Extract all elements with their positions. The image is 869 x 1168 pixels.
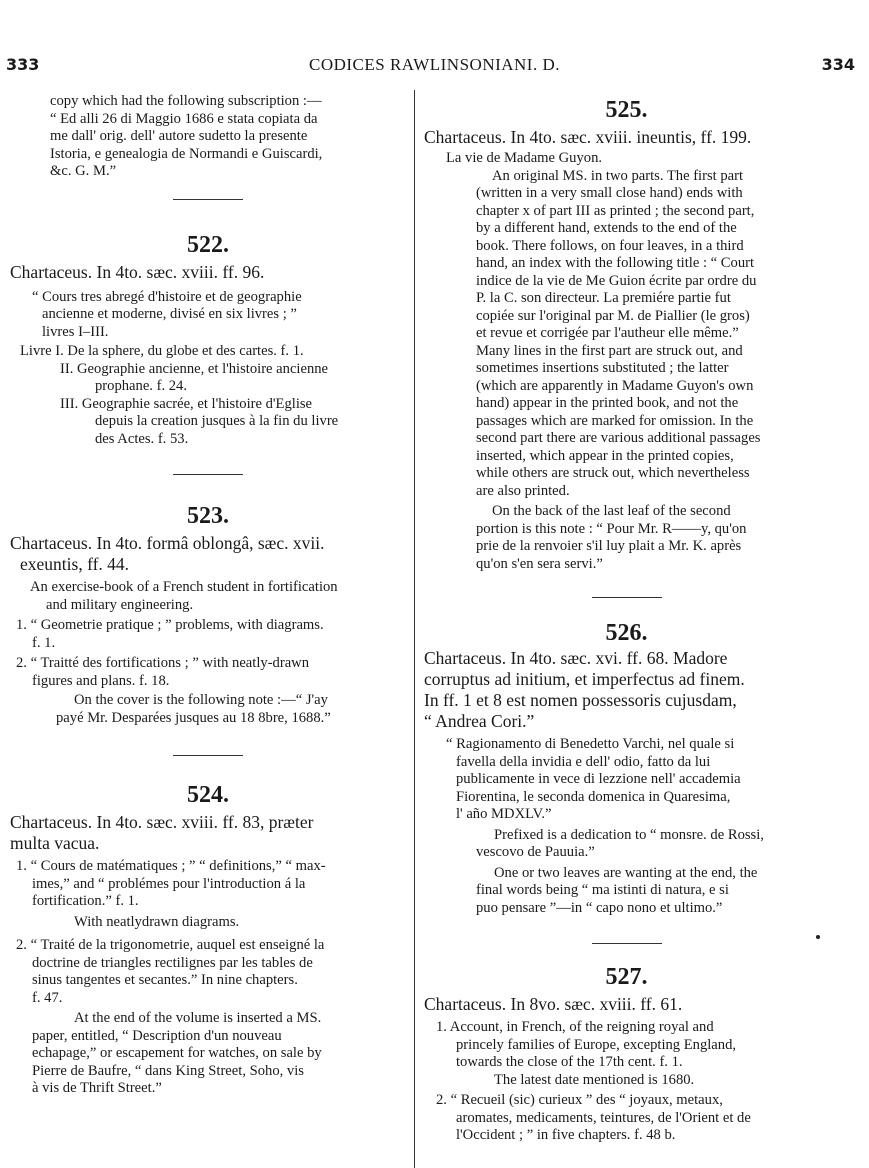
list-item: prophane. f. 24.: [95, 378, 187, 394]
text-line: paper, entitled, “ Description d'un nouveau: [32, 1027, 282, 1044]
text-line: figures and plans. f. 18.: [32, 672, 170, 689]
item-list: [10, 343, 406, 448]
list-item: 1. “ Geometrie pratique ; ” problems, with diagrams.: [16, 617, 324, 633]
list-item: 1. Account, in French, of the reigning royal and: [436, 1019, 714, 1035]
text-line: One or two leaves are wanting at the end, the: [494, 864, 758, 881]
text-line: “ Cours tres abregé d'histoire et de geographie: [32, 288, 302, 305]
text-line: Prefixed is a dedication to “ monsre. de Rossi,: [494, 826, 764, 843]
entry-description: In ff. 1 et 8 est nomen possessoris cujusdam,: [424, 690, 737, 710]
list-item: Livre I. De la sphere, du globe et des cartes. f. 1.: [20, 343, 304, 359]
entry-body: [424, 736, 829, 917]
running-title: CODICES RAWLINSONIANI. D.: [308, 55, 560, 74]
list-item: 2. “ Traitté des fortifications ; ” with neatly-drawn: [16, 655, 310, 671]
separator-rule: [173, 199, 243, 200]
text-line: On the cover is the following note :—“ J'ay: [74, 692, 328, 708]
entry-number-527: 527.: [605, 964, 648, 990]
text-line: book. There follows, on four leaves, in a third: [476, 237, 744, 254]
text-line: (written in a very small close hand) ends with: [476, 185, 743, 201]
separator-rule: [592, 597, 662, 598]
text-line: à vis de Thrift Street.”: [32, 1080, 162, 1096]
text-line: ancienne et moderne, divisé en six livres ; ”: [42, 306, 297, 322]
text-line: f. 1.: [32, 634, 56, 651]
text-line: copiée sur l'original par M. de Piallier (le gros): [476, 307, 750, 324]
text-line: An exercise-book of a French student in fortification: [30, 579, 338, 595]
text-line: f. 47.: [32, 989, 63, 1006]
entry-description: Chartaceus. In 4to. sæc. xviii. ff. 83, præter: [10, 812, 314, 832]
text-line: inserted, which appear in the printed copies,: [476, 447, 734, 464]
list-item: 2. “ Traité de la trigonometrie, auquel est enseigné la: [16, 937, 325, 953]
text-line: On the back of the last leaf of the second: [492, 503, 731, 519]
right-column: [424, 93, 829, 1145]
text-line: towards the close of the 17th cent. f. 1.: [456, 1054, 683, 1070]
text-line: Pierre de Baufre, “ dans King Street, Soho, vis: [32, 1062, 304, 1079]
text-line: prie de la renvoier s'il luy plait a Mr. K. après: [476, 538, 742, 554]
text-line: hand) appear in the printed book, and not the: [476, 395, 739, 411]
text-line: vescovo de Pauuia.”: [476, 844, 595, 860]
entry-body: [424, 1019, 829, 1145]
text-line: La vie de Madame Guyon.: [446, 150, 603, 166]
text-line: &c. G. M.”: [50, 163, 117, 179]
entry-description: Chartaceus. In 4to. formâ oblongâ, sæc. xvii.: [10, 533, 325, 553]
entry-description: exeuntis, ff. 44.: [20, 554, 130, 574]
text-line: and military engineering.: [46, 596, 194, 613]
text-line: The latest date mentioned is 1680.: [494, 1071, 695, 1088]
text-line: (which are apparently in Madame Guyon's own: [476, 377, 754, 394]
entry-number-525: 525.: [605, 97, 648, 123]
entry-description: Chartaceus. In 8vo. sæc. xviii. ff. 61.: [424, 994, 683, 1014]
page-number-left: 333: [6, 55, 40, 74]
list-item: II. Geographie ancienne, et l'histoire ancienne: [60, 360, 329, 377]
text-line: fortification.” f. 1.: [32, 893, 139, 909]
list-item: III. Geographie sacrée, et l'histoire d'Eglise: [60, 395, 313, 412]
text-line: me dall' orig. dell' autore sudetto la presente: [50, 128, 308, 144]
entry-body: [10, 858, 406, 1098]
text-line: qu'on s'en sera servi.”: [476, 555, 603, 572]
entry-description: Chartaceus. In 4to. sæc. xvi. ff. 68. Madore: [424, 648, 728, 668]
text-line: princely families of Europe, excepting England,: [456, 1036, 737, 1053]
entry-description: corruptus ad initium, et imperfectus ad finem.: [424, 669, 745, 689]
text-line: chapter x of part III as printed ; the second part,: [476, 202, 755, 219]
text-line: l'Occident ; ” in five chapters. f. 48 b.: [456, 1127, 676, 1143]
text-line: by a different hand, extends to the end of the: [476, 220, 737, 236]
text-line: indice de la vie de Me Guion écrite par ordre du: [476, 272, 757, 289]
text-line: sometimes insertions substituted ; the latter: [476, 360, 729, 376]
text-line: Fiorentina, le seconda domenica in Quaresima,: [456, 788, 731, 805]
text-line: et revue et corrigée par l'autheur elle même.”: [476, 325, 739, 341]
entry-description: Chartaceus. In 4to. sæc. xviii. ff. 96.: [10, 261, 265, 282]
text-line: livres I–III.: [42, 323, 109, 340]
entry-number-522: 522.: [187, 231, 229, 258]
text-line: hand, an index with the following title : “ Court: [476, 255, 755, 271]
text-line: copy which had the following subscription :—: [50, 93, 322, 109]
text-line: imes,” and “ problémes pour l'introduction á la: [32, 875, 306, 892]
entry-body: [10, 579, 406, 727]
entry-description: “ Andrea Cori.”: [424, 711, 535, 731]
text-line: P. la C. son directeur. La premiére partie fut: [476, 290, 731, 306]
page-number-right: 334: [821, 55, 855, 74]
text-line: With neatlydrawn diagrams.: [74, 913, 240, 930]
text-line: passages which are marked for omission. In the: [476, 412, 754, 429]
text-line: are also printed.: [476, 482, 570, 499]
text-line: sinus tangentes et secantes.” In nine chapters.: [32, 972, 298, 988]
separator-rule: [173, 755, 243, 756]
text-line: favella della invidia e dell' odio, fatto da lui: [456, 753, 711, 770]
entry-description: Chartaceus. In 4to. sæc. xviii. ineuntis, ff. 199.: [424, 127, 752, 147]
entry-number-526: 526.: [605, 620, 648, 646]
list-item: depuis la creation jusques à la fin du livre: [95, 413, 339, 429]
text-line: publicamente in vece di lezzione nell' accademia: [456, 771, 741, 787]
text-line: final words being “ ma istinti di natura, e si: [476, 882, 729, 898]
text-line: An original MS. in two parts. The first part: [492, 167, 744, 184]
separator-rule: [592, 943, 662, 944]
list-item: des Actes. f. 53.: [95, 430, 189, 447]
text-line: Many lines in the first part are struck out, and: [476, 342, 743, 359]
entry-number-524: 524.: [187, 782, 229, 808]
text-line: l' año MDXLV.”: [456, 806, 552, 822]
text-line: portion is this note : “ Pour Mr. R——y, qu'on: [476, 520, 747, 537]
text-line: doctrine de triangles rectilignes par les tables de: [32, 954, 313, 971]
text-line: echapage,” or escapement for watches, on sale by: [32, 1045, 322, 1061]
list-item: 1. “ Cours de matématiques ; ” “ definitions,” “ max-: [16, 858, 326, 874]
list-item: 2. “ Recueil (sic) curieux ” des “ joyaux, metaux,: [436, 1092, 723, 1108]
entry-body: [424, 150, 829, 573]
text-line: Istoria, e genealogia de Normandi e Guiscardi,: [50, 145, 323, 162]
column-divider: [414, 90, 415, 1168]
intro-block: [10, 93, 406, 181]
left-column: [10, 93, 406, 1098]
text-line: puo pensare ”—in “ capo nono et ultimo.”: [476, 899, 723, 916]
page-header: [0, 55, 869, 81]
entry-number-523: 523.: [187, 503, 229, 529]
entry-description: multa vacua.: [10, 833, 100, 853]
text-line: payé Mr. Desparées jusques au 18 8bre, 1688.”: [56, 709, 331, 726]
text-line: second part there are various additional passages: [476, 430, 761, 446]
text-line: while others are struck out, which nevertheless: [476, 465, 750, 481]
text-line: “ Ed alli 26 di Maggio 1686 e stata copiata da: [50, 110, 318, 127]
text-line: “ Ragionamento di Benedetto Varchi, nel quale si: [446, 736, 735, 752]
text-line: At the end of the volume is inserted a MS.: [74, 1010, 322, 1026]
text-line: aromates, medicaments, teintures, de l'Orient et de: [456, 1109, 751, 1126]
separator-rule: [173, 474, 243, 475]
quote-block: [10, 289, 406, 342]
